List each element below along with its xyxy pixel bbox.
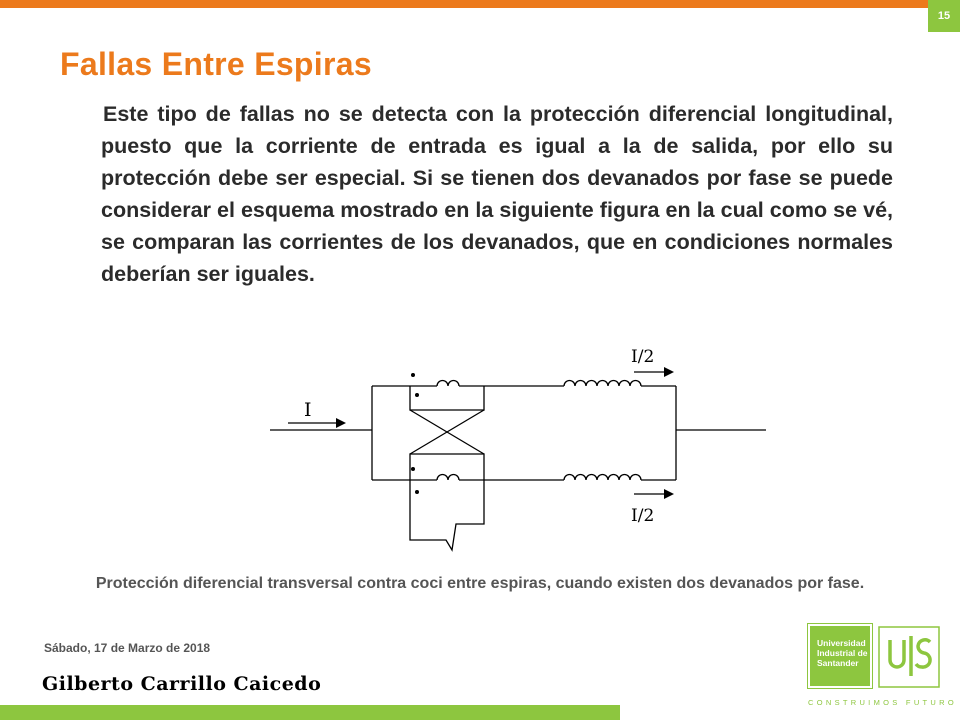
relay-loop <box>410 480 484 550</box>
top-ct-coil <box>437 381 459 387</box>
university-logo <box>806 624 957 716</box>
slide-title: Fallas Entre Espiras <box>60 46 372 82</box>
polarity-dot <box>411 373 415 377</box>
logo-name-block: Universidad Industrial de Santander <box>808 624 872 688</box>
bottom-ct-coil <box>437 475 459 481</box>
page-number-badge: 15 <box>928 0 960 32</box>
secondary-cross-wiring <box>410 386 484 410</box>
bottom-winding-coil <box>564 475 641 481</box>
figure-caption: Protección diferencial transversal contra coci entre espiras, cuando existen dos devanados por fase. <box>95 575 865 592</box>
logo-tagline: CONSTRUIMOS FUTURO <box>808 698 957 707</box>
top-accent-bar <box>0 0 960 8</box>
author-name: Gilberto Carrillo Caicedo <box>42 673 322 695</box>
top-branch-label: I/2 <box>631 347 655 367</box>
bottom-branch-label: I/2 <box>631 506 655 526</box>
logo-monogram <box>878 626 940 688</box>
circuit-diagram <box>262 340 782 560</box>
top-winding-coil <box>564 381 641 387</box>
bottom-accent-bar <box>0 705 620 720</box>
slide-body-text: Este tipo de fallas no se detecta con la protección diferencial longitudinal, puesto que la corriente de entrada es igual a la de salida, por ello su protección debe ser especial. Si se tienen dos devanados por fase se puede considerar el esquema mostrado en la siguiente figura en la cual como se vé, se comparan las corrientes de los devanados, que en condiciones normales deberían ser iguales. <box>101 102 893 286</box>
slide-date: Sábado, 17 de Marzo de 2018 <box>44 641 211 655</box>
input-current-label: I <box>304 399 312 421</box>
